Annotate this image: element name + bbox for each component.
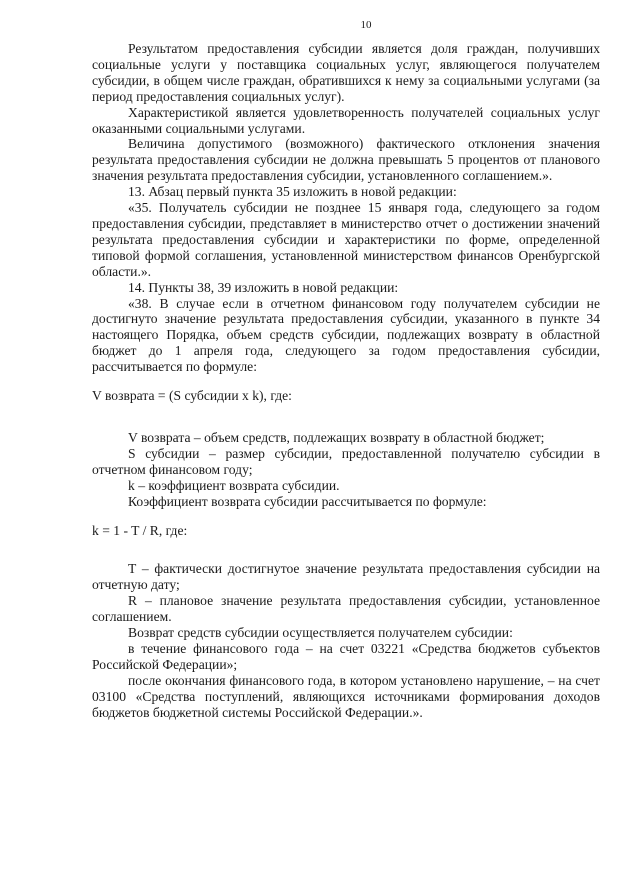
paragraph-refund-method: Возврат средств субсидии осуществляется получателем субсидии:: [128, 625, 513, 640]
definition-v-refund: V возврата – объем средств, подлежащих возврату в областной бюджет;: [128, 429, 545, 445]
definition-t: T – фактически достигнутое значение результата предоставления субсидии на отчетную дату;: [92, 561, 600, 593]
paragraph-result: Результатом предоставления субсидии является доля граждан, получивших социальные услуги у поставщика социальных услуг, являющегося получателем субсидии, в общем числе граждан, обратившихся к нему за социальными услугами (за период предоставления социальных услуг).: [92, 41, 600, 104]
paragraph-account-03100: после окончания финансового года, в котором установлено нарушение, – на счет 03100 «Средства поступлений, являющихся источниками формирования доходов бюджетов бюджетной системы Российской Федерации.».: [92, 672, 600, 720]
paragraph-coefficient-intro: Коэффициент возврата субсидии рассчитывается по формуле:: [128, 493, 487, 509]
paragraph-item-13: 13. Абзац первый пункта 35 изложить в новой редакции:: [128, 184, 457, 200]
formula-refund-volume: V возврата = (S субсидии x k), где:: [92, 388, 292, 404]
definition-r: R – плановое значение результата предоставления субсидии, установленное соглашением.: [92, 593, 600, 625]
definition-s-subsidy: S субсидии – размер субсидии, предоставленной получателю субсидии в отчетном финансовом году;: [92, 445, 600, 477]
formula-coefficient: k = 1 - T / R, где:: [92, 523, 188, 539]
document-body: [92, 41, 600, 720]
paragraph-characteristic: Характеристикой является удовлетворенность получателей социальных услуг оказанными социальными услугами.: [92, 104, 600, 136]
paragraph-deviation: Величина допустимого (возможного) фактического отклонения значения результата предоставления субсидии не должна превышать 5 процентов от планового значения результата предоставления субсидии, установленного соглашением.».: [92, 136, 600, 184]
paragraph-account-03221: в течение финансового года – на счет 03221 «Средства бюджетов субъектов Российской Федерации»;: [92, 640, 600, 672]
paragraph-item-14: 14. Пункты 38, 39 изложить в новой редакции:: [128, 279, 399, 295]
paragraph-point-38: «38. В случае если в отчетном финансовом году получателем субсидии не достигнуто значение результата предоставления субсидии, указанного в пункте 34 настоящего Порядка, объем средств субсидии, подлежащих возврату в областной бюджет до 1 апреля года, следующего за годом предоставления субсидии, рассчитывается по формуле:: [92, 295, 600, 375]
definition-k: k – коэффициент возврата субсидии.: [128, 477, 340, 493]
page-number: 10: [360, 19, 372, 31]
paragraph-point-35: «35. Получатель субсидии не позднее 15 января года, следующего за годом предоставления субсидии, представляет в министерство отчет о достижении значений результата предоставления субсидии и характеристики по форме, определенной типовой формой соглашения, установленной министерством финансов Оренбургской области.».: [92, 200, 600, 279]
